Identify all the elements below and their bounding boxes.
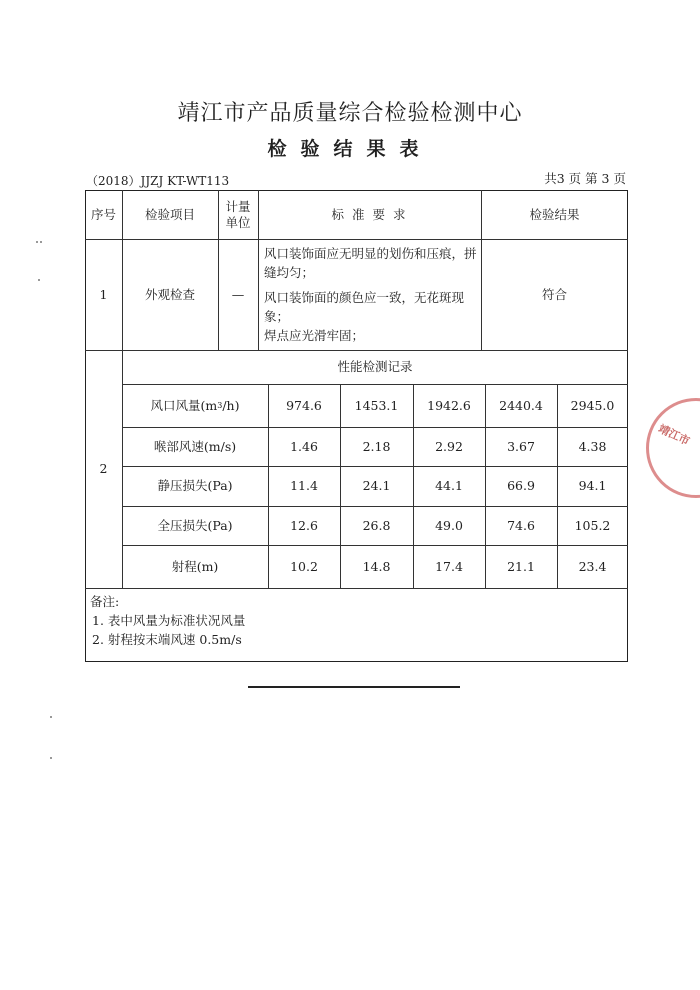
header-result: 检验结果 xyxy=(529,206,580,222)
perf-value: 1942.6 xyxy=(427,397,471,413)
standard-line: 风口装饰面应无明显的划伤和压痕，拼缝均匀； xyxy=(264,246,477,280)
perf-value: 1453.1 xyxy=(354,397,399,413)
doc-title: 检验结果表 xyxy=(267,138,433,160)
perf-value: 26.8 xyxy=(362,517,391,533)
perf-value: 2945.0 xyxy=(570,397,615,413)
standard-line: 焊点应光滑牢固； xyxy=(264,328,365,343)
header-unit-line1: 计量 xyxy=(225,199,251,215)
report-number: （2018）JJZJ KT-WT113 xyxy=(86,174,230,188)
header-standard: 标 准 要 求 xyxy=(331,206,408,222)
row1-result: 符合 xyxy=(541,286,567,302)
header-unit xyxy=(218,193,258,237)
scan-speck xyxy=(40,241,42,243)
header-item: 检验项目 xyxy=(144,206,195,222)
seal-text: 靖江市 xyxy=(656,422,692,448)
perf-value: 74.6 xyxy=(507,517,535,533)
row2-seq: 2 xyxy=(99,461,108,477)
notes-section xyxy=(90,592,245,649)
perf-value: 17.4 xyxy=(435,558,463,574)
perf-value: 12.6 xyxy=(290,517,318,533)
standard-line: 风口装饰面的颜色应一致，无花斑现象； xyxy=(264,290,465,324)
scan-speck xyxy=(50,757,52,759)
perf-value: 94.1 xyxy=(578,478,607,494)
page-info: 共3 页 第 3 页 xyxy=(544,171,626,186)
row1-standard xyxy=(264,244,478,345)
perf-value: 44.1 xyxy=(435,478,463,494)
org-title: 靖江市产品质量综合检验检测中心 xyxy=(177,101,523,126)
note-item: 2. 射程按末端风速 0.5m/s xyxy=(92,632,242,647)
perf-value: 14.8 xyxy=(362,558,391,574)
perf-value: 2.92 xyxy=(435,438,463,454)
perf-value: 24.1 xyxy=(362,478,391,494)
perf-label: 全压损失(Pa) xyxy=(157,517,233,533)
header-unit-line2: 单位 xyxy=(225,215,251,230)
perf-value: 23.4 xyxy=(578,558,607,574)
perf-value: 2440.4 xyxy=(499,397,543,413)
row1-item: 外观检查 xyxy=(144,286,195,302)
perf-value: 974.6 xyxy=(286,397,322,413)
performance-title: 性能检测记录 xyxy=(337,359,413,375)
scan-speck xyxy=(36,241,38,243)
row-divider xyxy=(85,588,628,589)
scan-speck xyxy=(50,716,52,718)
perf-value: 66.9 xyxy=(507,478,535,494)
perf-label: 射程(m) xyxy=(171,558,219,574)
perf-label: 风口风量(m 3 /h) xyxy=(150,397,240,413)
note-item: 1. 表中风量为标准状况风量 xyxy=(92,613,246,628)
perf-value: 10.2 xyxy=(290,558,318,574)
perf-value: 4.38 xyxy=(578,438,607,454)
inspection-seal xyxy=(646,398,700,498)
end-line xyxy=(248,686,460,688)
perf-value: 49.0 xyxy=(435,517,463,533)
perf-value: 2.18 xyxy=(362,438,391,454)
header-seq: 序号 xyxy=(90,206,116,222)
row1-seq: 1 xyxy=(99,286,108,302)
perf-value: 21.1 xyxy=(507,558,535,574)
perf-label: 喉部风速(m/s) xyxy=(153,438,237,454)
perf-value: 3.67 xyxy=(507,438,535,454)
notes-title: 备注: xyxy=(90,594,120,609)
perf-value: 11.4 xyxy=(290,478,318,494)
scan-speck xyxy=(38,279,40,281)
row1-unit: — xyxy=(231,286,245,302)
perf-label: 静压损失(Pa) xyxy=(157,478,233,494)
perf-value: 1.46 xyxy=(290,438,318,454)
perf-value: 105.2 xyxy=(574,517,611,533)
